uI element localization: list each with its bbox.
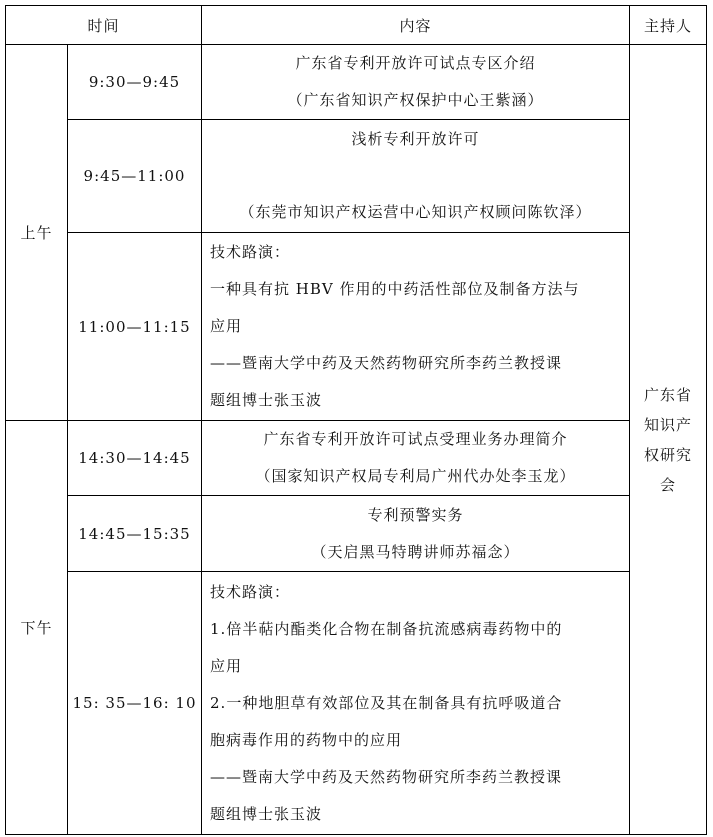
schedule-table	[5, 5, 707, 835]
session-time: 14:45—15:35	[68, 496, 202, 572]
content-line: 胞病毒作用的药物中的应用	[210, 730, 403, 749]
session-content	[202, 496, 630, 572]
host-line: 会	[660, 475, 677, 494]
content-line: ——暨南大学中药及天然药物研究所李药兰教授课	[210, 767, 563, 786]
content-line: （东莞市知识产权运营中心知识产权顾问陈钦泽）	[239, 203, 592, 221]
session-content	[202, 120, 630, 233]
content-line: （国家知识产权局专利局广州代办处李玉龙）	[255, 467, 576, 485]
content-line: 2.一种地胆草有效部位及其在制备具有抗呼吸道合	[210, 693, 563, 712]
period-morning: 上午	[6, 45, 68, 421]
content-line: 浅析专利开放许可	[351, 130, 480, 148]
content-line: 专利预警实务	[367, 505, 464, 524]
table-row	[6, 496, 707, 572]
content-line: 应用	[210, 656, 243, 675]
session-time: 9:45—11:00	[68, 120, 202, 233]
content-line: 1.倍半萜内酯类化合物在制备抗流感病毒药物中的	[210, 619, 563, 638]
host-line: 知识产	[644, 415, 693, 434]
header-row	[6, 6, 707, 45]
content-line: 应用	[210, 317, 243, 335]
session-content	[202, 45, 630, 120]
content-line: 一种具有抗 HBV 作用的中药活性部位及制备方法与	[210, 280, 580, 298]
host-cell	[630, 45, 707, 835]
content-line: 技术路演：	[210, 243, 291, 261]
content-line: （广东省知识产权保护中心王紫涵）	[287, 91, 544, 109]
content-line: ——暨南大学中药及天然药物研究所李药兰教授课	[210, 354, 563, 372]
header-time: 时间	[6, 6, 202, 45]
content-line: 广东省专利开放许可试点受理业务办理简介	[263, 430, 568, 448]
table-row	[6, 120, 707, 233]
table-row	[6, 233, 707, 421]
content-line: 广东省专利开放许可试点专区介绍	[295, 54, 536, 72]
session-content	[202, 421, 630, 496]
session-content	[202, 572, 630, 835]
table-row	[6, 421, 707, 496]
header-content: 内容	[202, 6, 630, 45]
table-row	[6, 45, 707, 120]
host-line: 广东省	[644, 385, 693, 404]
period-afternoon: 下午	[6, 421, 68, 835]
content-line: 题组博士张玉波	[210, 391, 323, 409]
host-line: 权研究	[644, 445, 693, 464]
session-time: 15: 35—16: 10	[68, 572, 202, 835]
content-line: 题组博士张玉波	[210, 804, 323, 823]
content-line: 技术路演：	[210, 582, 291, 601]
session-time: 11:00—11:15	[68, 233, 202, 421]
table-row	[6, 572, 707, 835]
session-content	[202, 233, 630, 421]
header-host: 主持人	[630, 6, 707, 45]
session-time: 9:30—9:45	[68, 45, 202, 120]
session-time: 14:30—14:45	[68, 421, 202, 496]
content-line: （天启黑马特聘讲师苏福念）	[311, 542, 520, 561]
